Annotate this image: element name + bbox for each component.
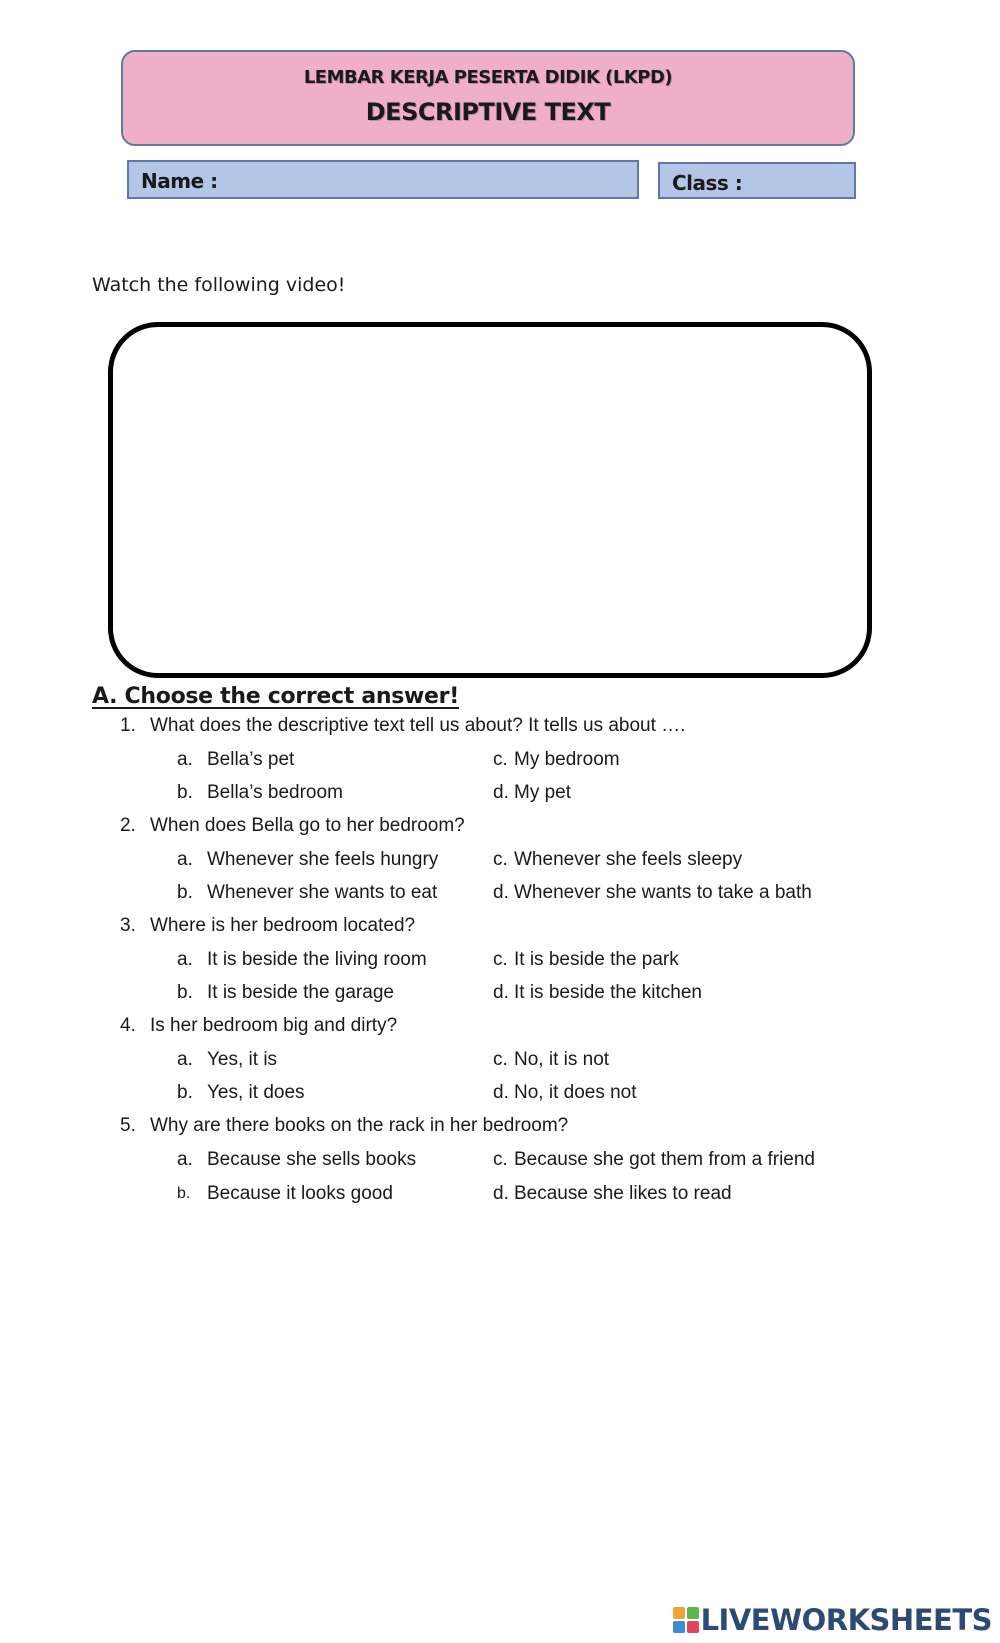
- option-letter: b.: [177, 882, 193, 903]
- option-letter: d.: [493, 1183, 509, 1204]
- class-label: Class :: [672, 171, 743, 195]
- option-text: Yes, it is: [207, 1049, 278, 1070]
- option-text: No, it does not: [514, 1082, 637, 1103]
- liveworksheets-watermark: [673, 1603, 992, 1637]
- option-letter: b.: [177, 782, 193, 803]
- worksheet-subtitle: LEMBAR KERJA PESERTA DIDIK (LKPD): [303, 67, 673, 88]
- question-text: When does Bella go to her bedroom?: [150, 815, 465, 836]
- logo-square-green: [687, 1607, 699, 1619]
- option-letter: b.: [177, 1185, 191, 1202]
- option-text: It is beside the kitchen: [514, 982, 702, 1003]
- option-text: Whenever she wants to eat: [207, 882, 438, 903]
- option-text: My pet: [514, 782, 572, 803]
- worksheet-header: [121, 50, 855, 146]
- logo-square-orange: [673, 1607, 685, 1619]
- question-text: Why are there books on the rack in her bedroom?: [150, 1115, 569, 1136]
- option-letter: d.: [493, 1082, 509, 1103]
- option-text: Bella’s bedroom: [207, 782, 343, 803]
- option-text: It is beside the garage: [207, 982, 394, 1003]
- section-heading: A. Choose the correct answer!: [92, 684, 459, 709]
- option-text: Whenever she feels sleepy: [514, 849, 743, 870]
- option-letter: c.: [493, 1049, 508, 1070]
- option-letter: c.: [493, 849, 508, 870]
- question-number: 1.: [120, 715, 136, 736]
- option-text: Yes, it does: [207, 1082, 305, 1103]
- option-letter: a.: [177, 1049, 193, 1070]
- question-number: 3.: [120, 915, 136, 936]
- option-letter: a.: [177, 1149, 193, 1170]
- option-letter: d.: [493, 882, 509, 903]
- option-letter: b.: [177, 1082, 193, 1103]
- option-text: Whenever she wants to take a bath: [514, 882, 812, 903]
- video-placeholder[interactable]: [108, 322, 872, 678]
- option-text: Because it looks good: [207, 1183, 393, 1204]
- question-text: Where is her bedroom located?: [150, 915, 416, 936]
- option-letter: a.: [177, 749, 193, 770]
- class-field[interactable]: [658, 162, 856, 199]
- option-letter: b.: [177, 982, 193, 1003]
- option-letter: c.: [493, 1149, 508, 1170]
- name-label: Name :: [141, 169, 218, 193]
- video-instruction: Watch the following video!: [92, 274, 346, 296]
- option-text: It is beside the living room: [207, 949, 427, 970]
- option-text: Because she likes to read: [514, 1183, 732, 1204]
- option-letter: a.: [177, 949, 193, 970]
- option-letter: d.: [493, 782, 509, 803]
- liveworksheets-logo-icon: [673, 1607, 699, 1633]
- logo-square-blue: [673, 1621, 685, 1633]
- brand-text: LIVEWORKSHEETS: [700, 1603, 992, 1637]
- option-letter: c.: [493, 749, 508, 770]
- question-text: Is her bedroom big and dirty?: [150, 1015, 398, 1036]
- option-text: It is beside the park: [514, 949, 679, 970]
- option-text: Because she sells books: [207, 1149, 417, 1170]
- option-text: My bedroom: [514, 749, 620, 770]
- option-text: No, it is not: [514, 1049, 610, 1070]
- option-letter: c.: [493, 949, 508, 970]
- logo-square-red: [687, 1621, 699, 1633]
- question-text: What does the descriptive text tell us about? It tells us about ….: [150, 715, 686, 736]
- name-field[interactable]: [127, 160, 639, 199]
- option-letter: a.: [177, 849, 193, 870]
- worksheet-title: DESCRIPTIVE TEXT: [365, 98, 611, 126]
- option-text: Bella’s pet: [207, 749, 295, 770]
- option-text: Because she got them from a friend: [514, 1149, 815, 1170]
- option-letter: d.: [493, 982, 509, 1003]
- question-number: 5.: [120, 1115, 136, 1136]
- question-number: 2.: [120, 815, 136, 836]
- option-text: Whenever she feels hungry: [207, 849, 439, 870]
- question-number: 4.: [120, 1015, 136, 1036]
